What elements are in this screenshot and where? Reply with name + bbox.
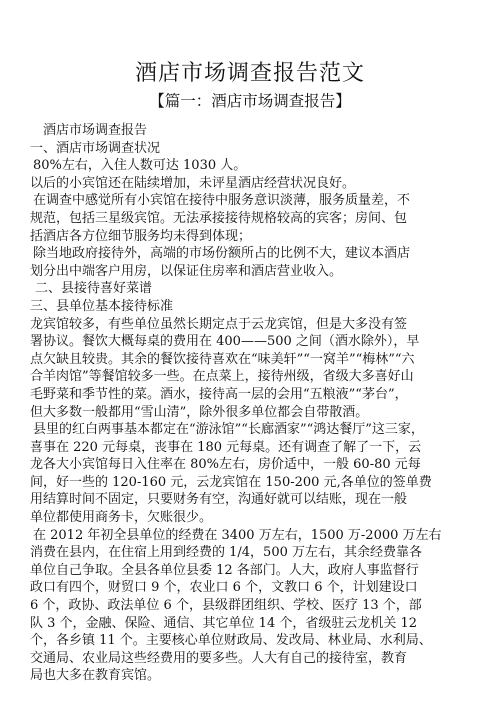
- document-title: 酒店市场调查报告范文: [134, 61, 365, 86]
- section-heading-1: 一、酒店市场调查状况: [30, 140, 161, 156]
- paragraph-line: 喜事在 220 元每桌，丧事在 180 元每桌。还有调查了解了一下，云: [30, 439, 422, 455]
- paragraph-line: 用结算时间不固定，只要财务有空，沟通好就可以结账，现在一般: [30, 492, 408, 508]
- paragraph-line: 合羊肉馆”等餐馆较多一些。在点菜上，接待州级，省级大多喜好山: [30, 369, 414, 385]
- section-heading-report: 酒店市场调查报告: [43, 123, 148, 138]
- section-heading-2: 二、县接待喜好菜谱: [35, 281, 153, 297]
- paragraph-line: 署协议。餐饮大概每桌的费用在 400——500 之间（酒水除外），早: [30, 334, 420, 350]
- paragraph-line: 县里的红白两事基本都定在“游泳馆”“长廊酒家”“鸿达餐厅”这三家，: [33, 422, 424, 438]
- paragraph-line: 规范，包括三星级宾馆。无法承接接待规格较高的宾客；房间、包: [30, 210, 408, 226]
- paragraph-line: 括酒店各方位细节服务均未得到体现；: [30, 228, 252, 244]
- paragraph-line: 个，各乡镇 11 个。主要核心单位财政局、发改局、林业局、水利局、: [30, 633, 432, 649]
- paragraph-line: 在 2012 年初全县单位的经费在 3400 万左右，1500 万-2000 万左右: [33, 527, 442, 543]
- paragraph-line: 政口有四个，财贸口 9 个，农业口 6 个，文教口 6 个，计划建设口: [30, 580, 418, 596]
- paragraph-line: 80%左右，入住人数可达 1030 人。: [33, 158, 247, 174]
- paragraph-line: 但大多数一般都用“雪山清”，除外很多单位都会自带散酒。: [30, 404, 369, 420]
- paragraph-line: 交通局、农业局这些经费用的要多些。人大有自己的接待室，教育: [30, 650, 408, 666]
- document-subtitle: 【篇一：酒店市场调查报告】: [149, 92, 351, 110]
- paragraph-line: 龙宾馆较多，有些单位虽然长期定点于云龙宾馆，但是大多没有签: [30, 316, 408, 332]
- paragraph-line: 单位自己争取。全县各单位县委 12 各部门。人大，政府人事监督行: [30, 562, 419, 578]
- paragraph-line: 划分出中端客户用房，以保证住房率和酒店营业收入。: [30, 263, 343, 279]
- paragraph-line: 6 个，政协、政法单位 6 个，县级群团组织、学校、医疗 13 个，部: [30, 598, 422, 614]
- paragraph-line: 以后的小宾馆还在陆续增加，未评星酒店经营状况良好。: [30, 175, 356, 191]
- paragraph-line: 龙各大小宾馆每日入住率在 80%左右，房价适中，一般 60-80 元每: [30, 457, 421, 473]
- paragraph-line: 点欠缺且较贵。其余的餐饮接待喜欢在“味美轩”“一窝羊”“梅林”“六: [30, 351, 415, 367]
- paragraph-line: 间，好一些的 120-160 元，云龙宾馆在 150-200 元,各单位的签单费: [30, 474, 432, 490]
- paragraph-line: 队 3 个，金融、保险、通信、其它单位 14 个，省级驻云龙机关 12: [30, 615, 418, 631]
- paragraph-line: 除当地政府接待外，高端的市场份额所占的比例不大，建议本酒店: [33, 246, 411, 262]
- paragraph-line: 在调查中感觉所有小宾馆在接待中服务意识淡薄，服务质量差，不: [33, 193, 411, 209]
- section-heading-3: 三、县单位基本接待标准: [30, 298, 174, 314]
- paragraph-line: 消费在县内，在住宿上用到经费的 1/4，500 万左右，其余经费靠各: [30, 545, 422, 561]
- paragraph-line: 单位都使用商务卡，欠账很少。: [30, 510, 213, 526]
- document-body: [30, 122, 472, 685]
- paragraph-line: 局也大多在教育宾馆。: [30, 668, 161, 684]
- paragraph-line: 毛野菜和季节性的菜。酒水，接待高一层的会用“五粮液”“茅台”，: [30, 386, 408, 402]
